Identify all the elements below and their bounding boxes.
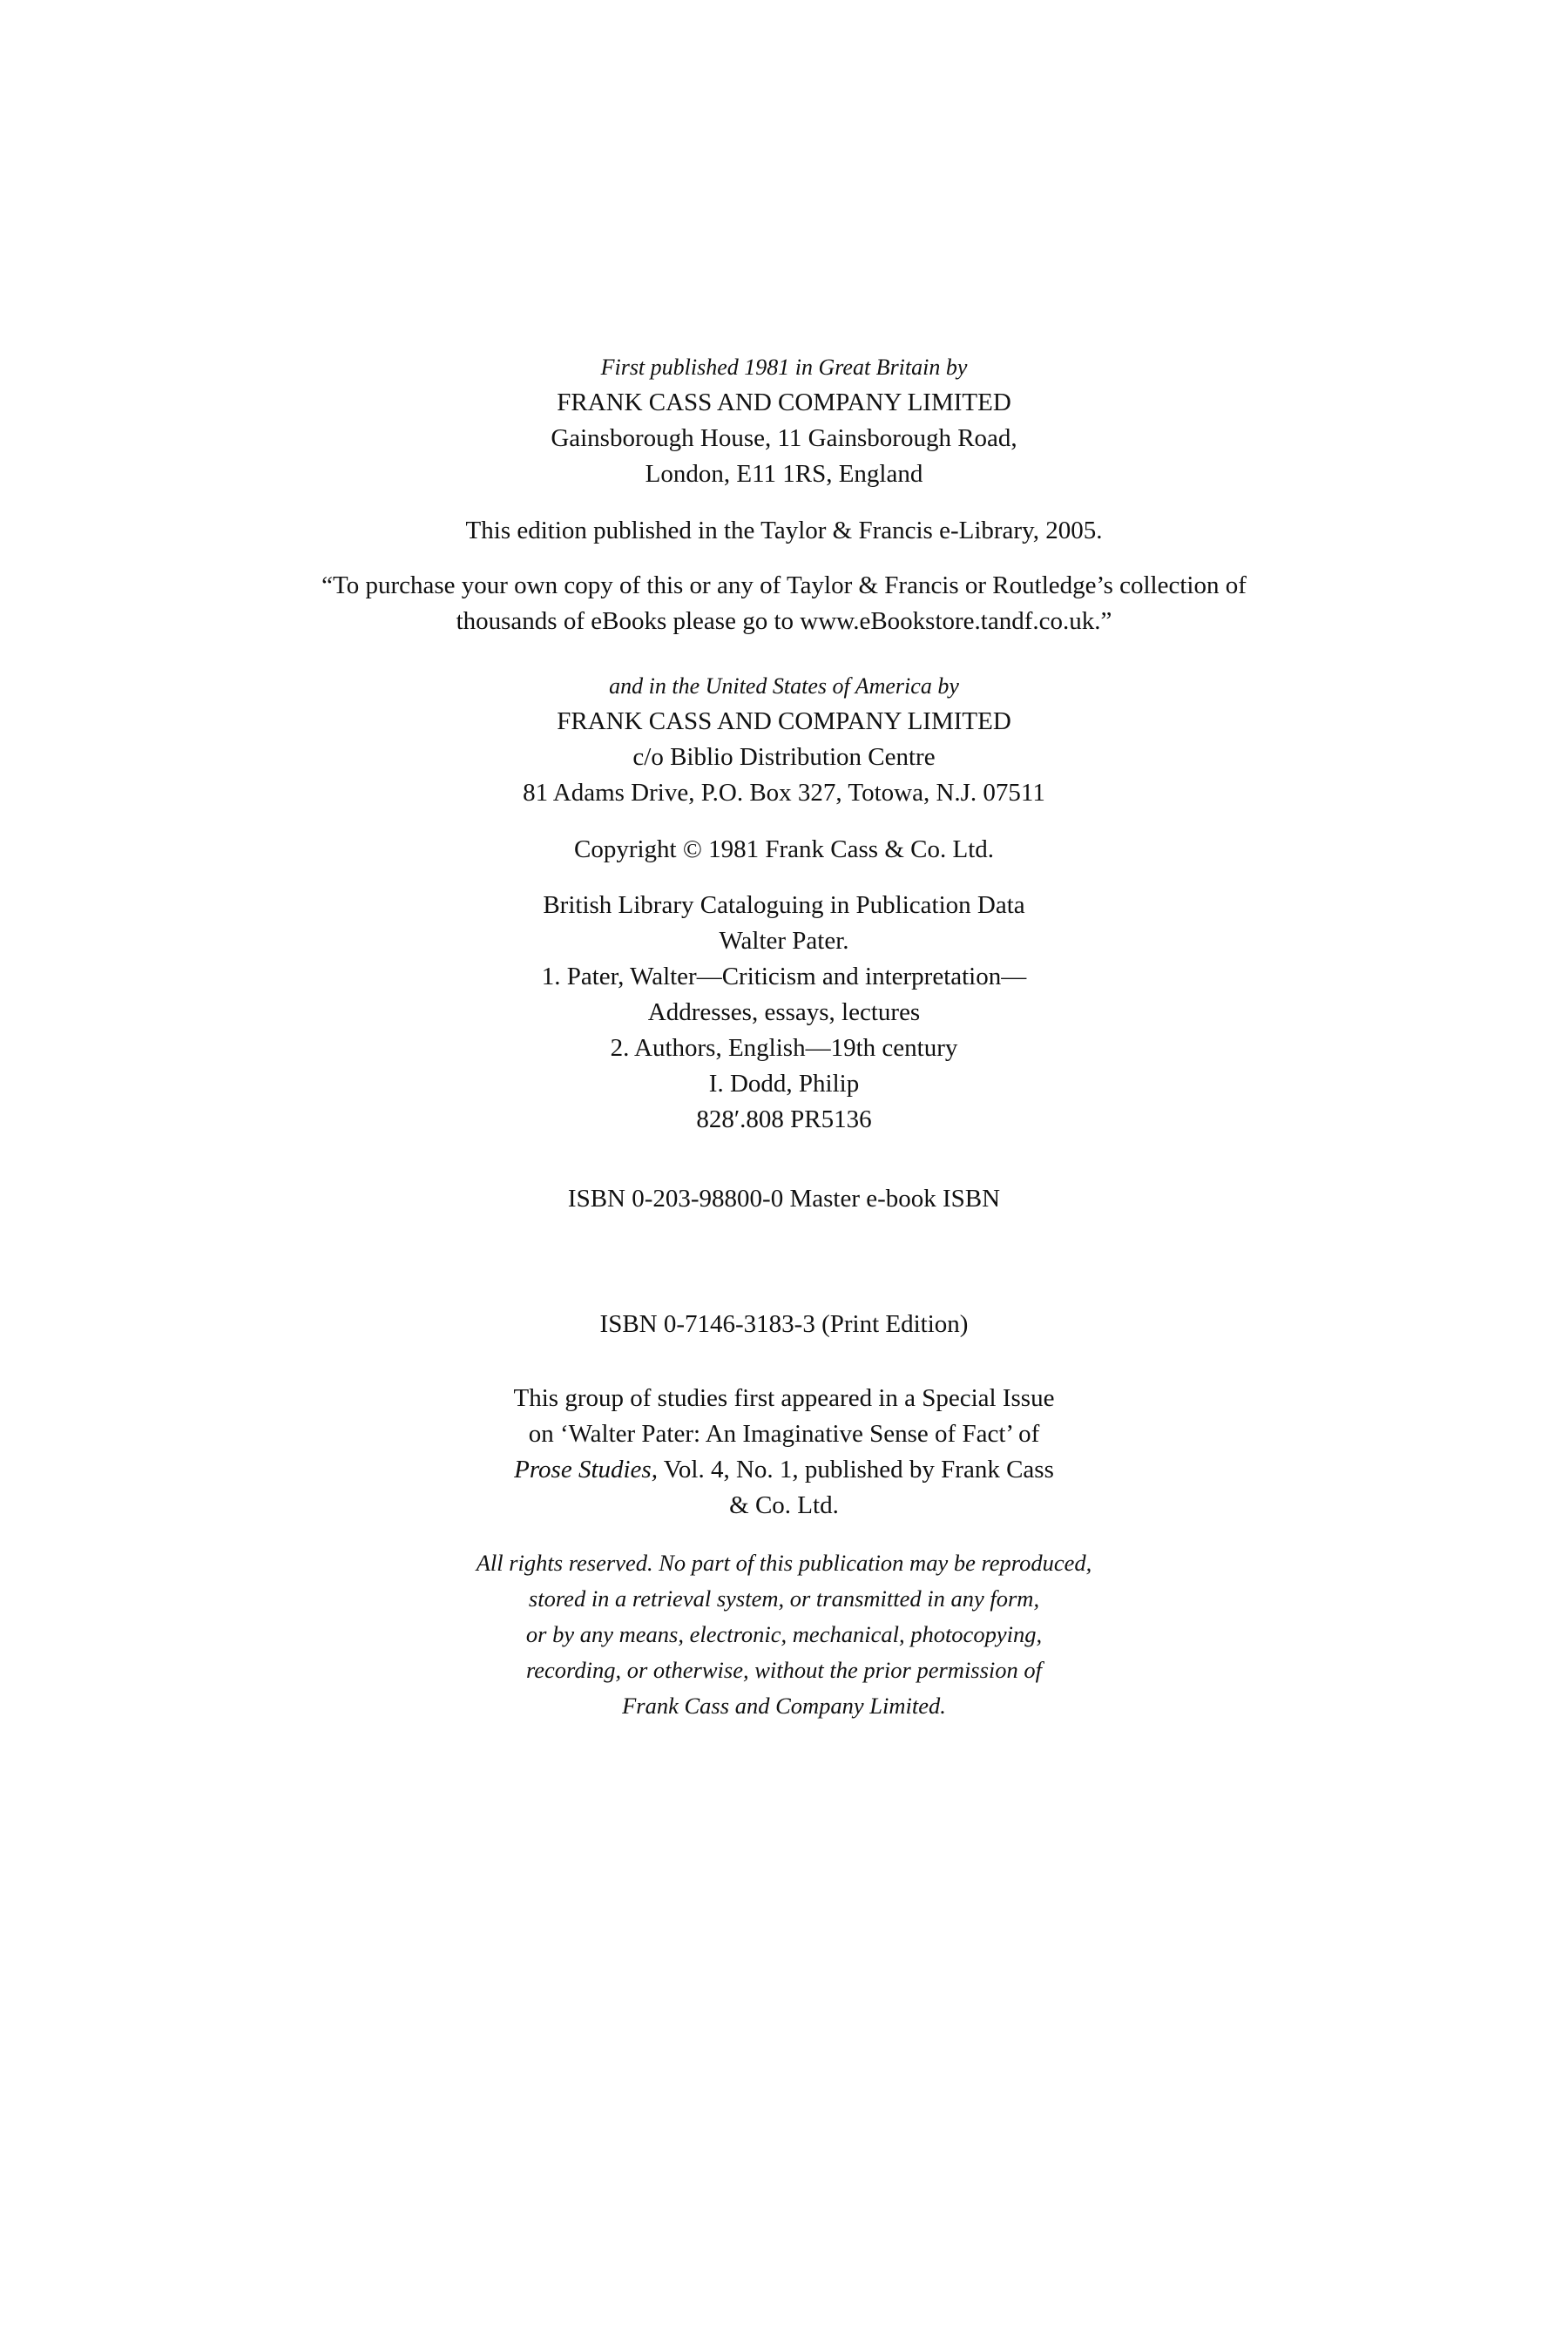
journal-title: Prose Studies, — [514, 1456, 658, 1484]
copyright-notice: Copyright © 1981 Frank Cass & Co. Ltd. — [573, 835, 994, 863]
special-issue-line: on ‘Walter Pater: An Imaginative Sense of Fact’ of — [528, 1420, 1040, 1448]
isbn-ebook: ISBN 0-203-98800-0 Master e-book ISBN — [567, 1185, 1001, 1213]
edition-note: This edition published in the Taylor & Francis e-Library, 2005. — [465, 517, 1103, 544]
publisher-address-line: Gainsborough House, 11 Gainsborough Road, — [551, 424, 1017, 452]
us-publisher-address-line: 81 Adams Drive, P.O. Box 327, Totowa, N.J. 07511 — [523, 779, 1045, 807]
rights-line: stored in a retrieval system, or transmitted in any form, — [528, 1585, 1040, 1612]
cataloguing-line: 828′.808 PR5136 — [696, 1105, 872, 1133]
special-issue-block — [0, 1381, 1568, 1524]
rights-line: All rights reserved. No part of this publication may be reproduced, — [476, 1550, 1092, 1576]
copyright-block — [0, 832, 1568, 868]
cataloguing-line: I. Dodd, Philip — [708, 1070, 860, 1098]
special-issue-line: & Co. Ltd. — [729, 1491, 839, 1519]
isbn-ebook-block — [0, 1181, 1568, 1217]
edition-note-block — [0, 513, 1568, 549]
rights-line: or by any means, electronic, mechanical, photocopying, — [525, 1621, 1043, 1647]
cataloguing-line: Addresses, essays, lectures — [647, 998, 921, 1026]
cataloguing-line: 2. Authors, English—19th century — [610, 1034, 958, 1062]
special-issue-line — [0, 1452, 1568, 1488]
first-published-block — [0, 349, 1568, 492]
publisher-address-line: London, E11 1RS, England — [645, 460, 923, 488]
us-publisher-address-line: c/o Biblio Distribution Centre — [632, 743, 936, 771]
us-publisher-block — [0, 668, 1568, 811]
special-issue-line: This group of studies first appeared in a Special Issue — [513, 1384, 1055, 1412]
cataloguing-block — [0, 888, 1568, 1138]
isbn-print-block — [0, 1307, 1568, 1342]
cataloguing-heading: British Library Cataloguing in Publication Data — [543, 891, 1025, 919]
cataloguing-line: Walter Pater. — [719, 927, 849, 955]
first-published-line: First published 1981 in Great Britain by — [600, 355, 968, 380]
us-publisher-name: FRANK CASS AND COMPANY LIMITED — [557, 707, 1011, 735]
cataloguing-line: 1. Pater, Walter—Criticism and interpretation— — [541, 963, 1027, 990]
purchase-note-line: “To purchase your own copy of this or any of Taylor & Francis or Routledge’s collection of — [321, 571, 1247, 599]
rights-block — [0, 1545, 1568, 1724]
purchase-note-block — [0, 568, 1568, 639]
rights-line: Frank Cass and Company Limited. — [622, 1693, 946, 1719]
special-issue-line-rest: Vol. 4, No. 1, published by Frank Cass — [657, 1456, 1054, 1484]
purchase-note-line: thousands of eBooks please go to www.eBookstore.tandf.co.uk.” — [456, 607, 1112, 635]
rights-line: recording, or otherwise, without the prior permission of — [525, 1657, 1043, 1683]
us-publisher-intro: and in the United States of America by — [609, 673, 959, 699]
isbn-print: ISBN 0-7146-3183-3 (Print Edition) — [599, 1310, 969, 1338]
publisher-name: FRANK CASS AND COMPANY LIMITED — [557, 389, 1011, 416]
